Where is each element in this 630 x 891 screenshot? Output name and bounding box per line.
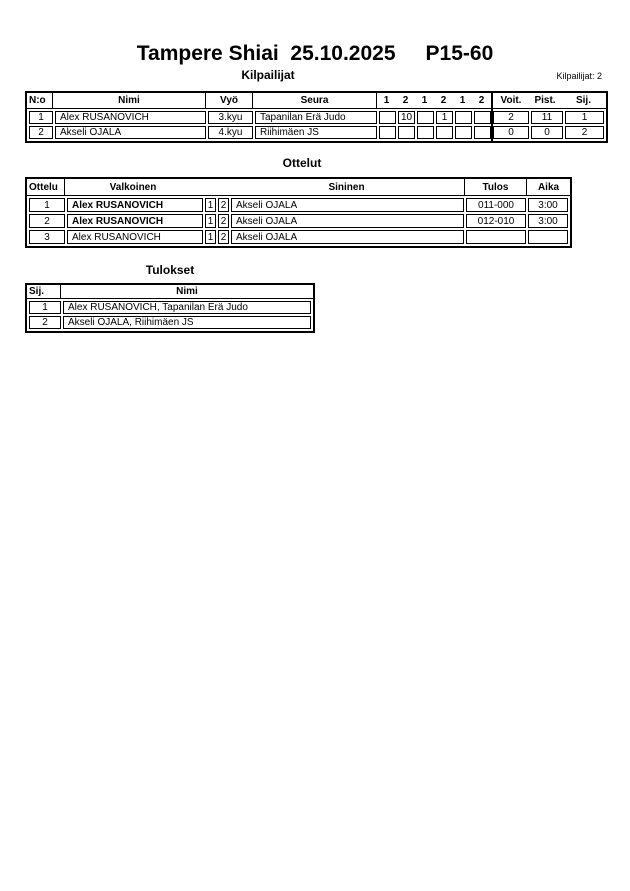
results-table (25, 283, 315, 333)
competitor-belt: 3.kyu (208, 111, 253, 124)
header-place: Sij. (575, 95, 591, 106)
competitor-wins: 0 (493, 126, 529, 139)
match-time (528, 230, 568, 244)
competitor-points: 0 (531, 126, 563, 139)
competitor-no: 2 (29, 126, 53, 139)
match-result: 011-000 (466, 198, 526, 212)
header-place: Sij. (27, 285, 61, 298)
match-no: 1 (29, 198, 65, 212)
match-flag-2: 2 (218, 198, 229, 212)
score-cell (417, 126, 434, 139)
header-points: Pist. (534, 95, 556, 106)
competitor-row (29, 111, 604, 124)
result-name: Alex RUSANOVICH, Tapanilan Erä Judo (63, 301, 311, 314)
header-white: Valkoinen (109, 181, 157, 193)
match-flag-2: 2 (218, 214, 229, 228)
competitors-table-body (27, 109, 606, 141)
match-result (466, 230, 526, 244)
header-score-col-6: 2 (478, 95, 485, 106)
header-no: N:o (27, 93, 53, 108)
match-result: 012-010 (466, 214, 526, 228)
competitors-table (25, 91, 608, 143)
score-cell (455, 126, 472, 139)
competitor-row (29, 126, 604, 139)
header-score-col-4: 2 (440, 95, 447, 106)
match-row (29, 214, 568, 228)
header-club: Seura (253, 93, 377, 108)
header-time: Aika (537, 181, 560, 193)
match-white-name: Alex RUSANOVICH (67, 198, 203, 212)
header-belt: Vyö (206, 93, 253, 108)
competitor-place: 1 (565, 111, 604, 124)
competitor-place: 2 (565, 126, 604, 139)
match-no: 3 (29, 230, 65, 244)
score-cell (474, 111, 491, 124)
page-title-category: P15-60 (425, 42, 494, 65)
match-white-name: Alex RUSANOVICH (67, 230, 203, 244)
header-score-col-3: 1 (421, 95, 428, 106)
score-cell (455, 111, 472, 124)
competitor-points: 11 (531, 111, 563, 124)
competitor-count-label: Kilpailijat: 2 (556, 71, 602, 81)
match-flag-1: 1 (205, 230, 216, 244)
header-blue: Sininen (229, 179, 465, 195)
match-no: 2 (29, 214, 65, 228)
competitors-table-header (27, 93, 606, 109)
result-name: Akseli OJALA, Riihimäen JS (63, 316, 311, 329)
page-title (0, 42, 630, 66)
score-cell (379, 111, 396, 124)
header-flag-spacer (201, 179, 229, 195)
header-name: Nimi (176, 286, 198, 297)
match-row (29, 230, 568, 244)
header-match: Ottelu (27, 179, 65, 195)
score-cell: 1 (436, 111, 453, 124)
match-row (29, 198, 568, 212)
score-cell (417, 111, 434, 124)
result-row (29, 316, 311, 329)
match-flag-2: 2 (218, 230, 229, 244)
header-result: Tulos (465, 179, 527, 195)
competitor-name: Alex RUSANOVICH (55, 111, 206, 124)
match-white-name: Alex RUSANOVICH (67, 214, 203, 228)
competitor-belt: 4.kyu (208, 126, 253, 139)
result-place: 1 (29, 301, 61, 314)
score-cell (379, 126, 396, 139)
header-name: Nimi (53, 93, 206, 108)
competitors-heading: Kilpailijat (241, 68, 295, 82)
matches-table-header (27, 179, 570, 196)
match-time: 3:00 (528, 214, 568, 228)
match-time: 3:00 (528, 198, 568, 212)
match-blue-name: Akseli OJALA (231, 198, 464, 212)
competitors-table-section-divider (491, 93, 493, 141)
score-cell (398, 126, 415, 139)
page-title-event: Tampere Shiai 25.10.2025 (136, 42, 396, 65)
score-cell: 10 (398, 111, 415, 124)
match-blue-name: Akseli OJALA (231, 214, 464, 228)
match-flag-1: 1 (205, 198, 216, 212)
header-score-col-2: 2 (402, 95, 409, 106)
header-score-col-5: 1 (459, 95, 466, 106)
competitor-name: Akseli OJALA (55, 126, 206, 139)
header-wins: Voit. (491, 93, 529, 108)
matches-table-body (27, 196, 570, 246)
match-flag-1: 1 (205, 214, 216, 228)
score-cell (474, 126, 491, 139)
results-heading: Tulokset (145, 263, 195, 277)
competitor-club: Tapanilan Erä Judo (255, 111, 377, 124)
result-row (29, 301, 311, 314)
results-table-header (27, 285, 313, 299)
score-cell (436, 126, 453, 139)
matches-heading: Ottelut (282, 156, 322, 170)
results-table-body (27, 299, 313, 331)
competitor-wins: 2 (493, 111, 529, 124)
result-place: 2 (29, 316, 61, 329)
competitor-club: Riihimäen JS (255, 126, 377, 139)
header-score-col-1: 1 (383, 95, 390, 106)
matches-table (25, 177, 572, 248)
match-blue-name: Akseli OJALA (231, 230, 464, 244)
competitor-no: 1 (29, 111, 53, 124)
